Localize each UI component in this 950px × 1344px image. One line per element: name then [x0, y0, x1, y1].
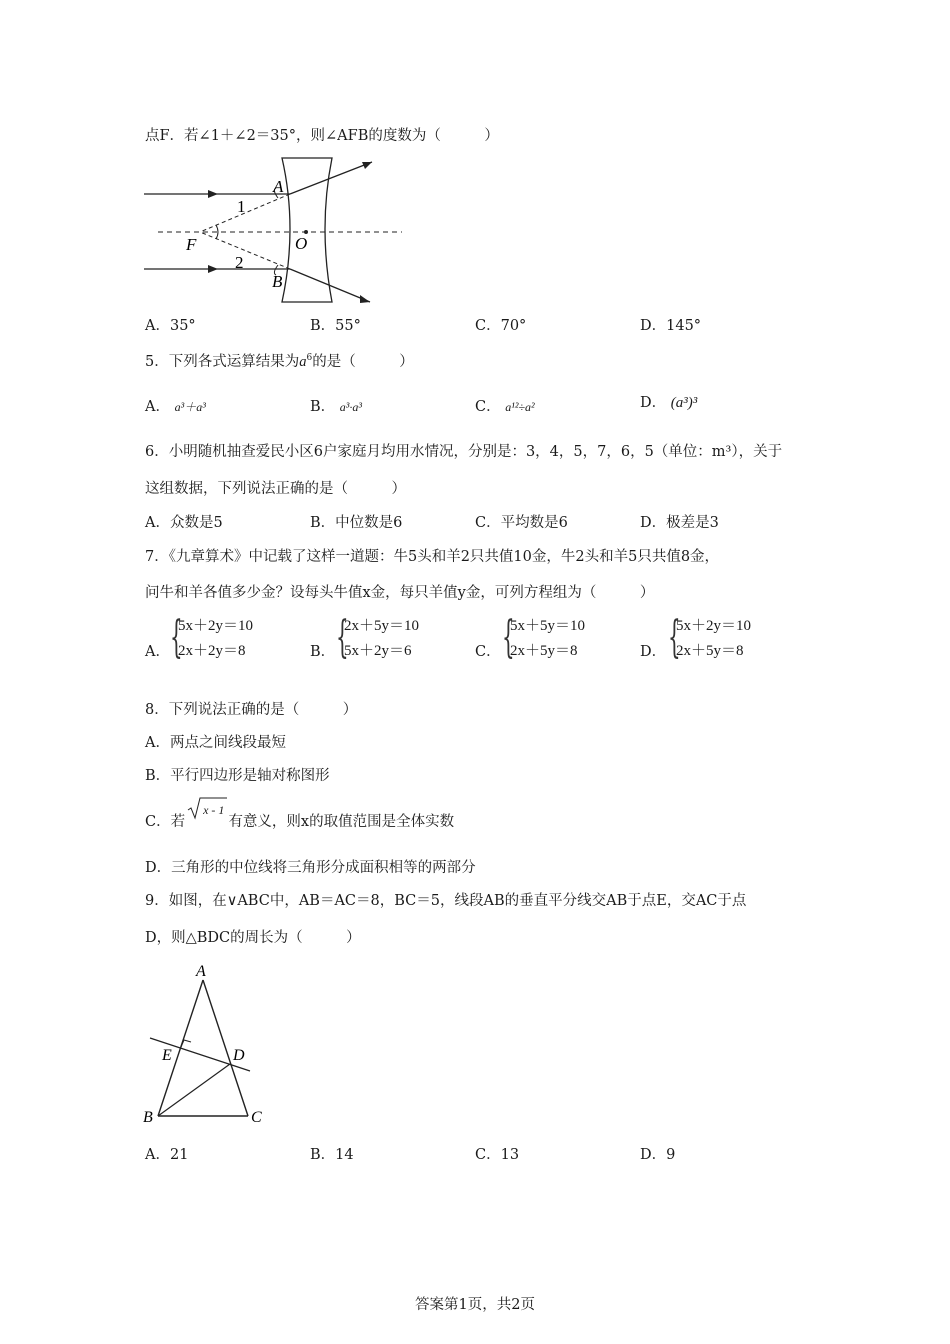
q8-option-a: A．两点之间线段最短 — [145, 735, 286, 751]
q7-option-c-label: C． — [475, 644, 501, 660]
label-O: O — [295, 234, 308, 253]
q6-line1: 6．小明随机抽查爱民小区6户家庭月均用水情况，分别是：3，4，5，7，6，5（单位：m³），关于 — [145, 444, 783, 460]
q5-option-d: D． (a³)³ — [640, 395, 698, 411]
label-E: E — [162, 1047, 172, 1064]
q9-triangle-figure — [138, 958, 278, 1133]
label-2: 2 — [235, 253, 244, 272]
q8-option-b: B．平行四边形是轴对称图形 — [145, 768, 330, 784]
q8-option-d: D．三角形的中位线将三角形分成面积相等的两部分 — [145, 860, 476, 876]
label-B: B — [143, 1109, 153, 1126]
q7-option-b-label: B． — [310, 644, 336, 660]
q4-option-d: D．145° — [640, 318, 702, 334]
q9-option-c: C．13 — [475, 1147, 520, 1163]
q5-option-c: C． a¹²÷a² — [475, 399, 535, 415]
sqrt-expression: x - 1 — [189, 800, 224, 820]
q5-stem: 5．下列各式运算结果为$a^6$的是（ ） — [145, 353, 414, 370]
lens-shape — [282, 158, 332, 302]
q7-line1: 7．《九章算术》中记载了这样一道题：牛5头和羊2只共值10金，牛2头和羊5只共值8金， — [145, 549, 720, 565]
q4-option-a: A．35° — [145, 318, 196, 334]
page-footer: 答案第1页，共2页 — [415, 1297, 535, 1313]
q5-option-a: A． a³＋a³ — [145, 399, 206, 415]
q9-option-d: D．9 — [640, 1147, 676, 1163]
q4-option-b: B．55° — [310, 318, 361, 334]
q9-line1: 9．如图，在∨ABC中，AB＝AC＝8，BC＝5，线段AB的垂直平分线交AB于点E，交AC于点 — [145, 893, 747, 909]
label-C: C — [251, 1109, 262, 1126]
q6-option-a: A．众数是5 — [145, 515, 223, 531]
q4-lens-figure — [140, 150, 410, 310]
q6-option-d: D．极差是3 — [640, 515, 719, 531]
q9-option-b: B．14 — [310, 1147, 354, 1163]
q5-option-b: B． a³·a³ — [310, 399, 362, 415]
q6-line2: 这组数据，下列说法正确的是（ ） — [145, 481, 406, 497]
q4-option-c: C．70° — [475, 318, 527, 334]
q8-option-c: C．若 x - 1有意义，则x的取值范围是全体实数 — [145, 812, 454, 832]
q6-option-c: C．平均数是6 — [475, 515, 568, 531]
label-F: F — [186, 235, 197, 254]
label-1: 1 — [237, 197, 246, 216]
label-D: D — [233, 1047, 245, 1064]
q4-stem: 点F．若∠1＋∠2＝35°，则∠AFB的度数为（ ） — [145, 128, 499, 144]
label-B: B — [272, 272, 283, 291]
q6-option-b: B．中位数是6 — [310, 515, 403, 531]
q7-line2: 问牛和羊各值多少金？设每头牛值x金，每只羊值y金，可列方程组为（ ） — [145, 585, 655, 601]
q9-line2: D，则△BDC的周长为（ ） — [145, 930, 361, 946]
q7-option-d-label: D． — [640, 644, 667, 660]
label-A: A — [196, 963, 206, 980]
label-A: A — [273, 177, 284, 196]
q9-option-a: A．21 — [145, 1147, 189, 1163]
q7-option-a-label: A． — [145, 644, 170, 660]
q8-stem: 8．下列说法正确的是（ ） — [145, 702, 358, 718]
